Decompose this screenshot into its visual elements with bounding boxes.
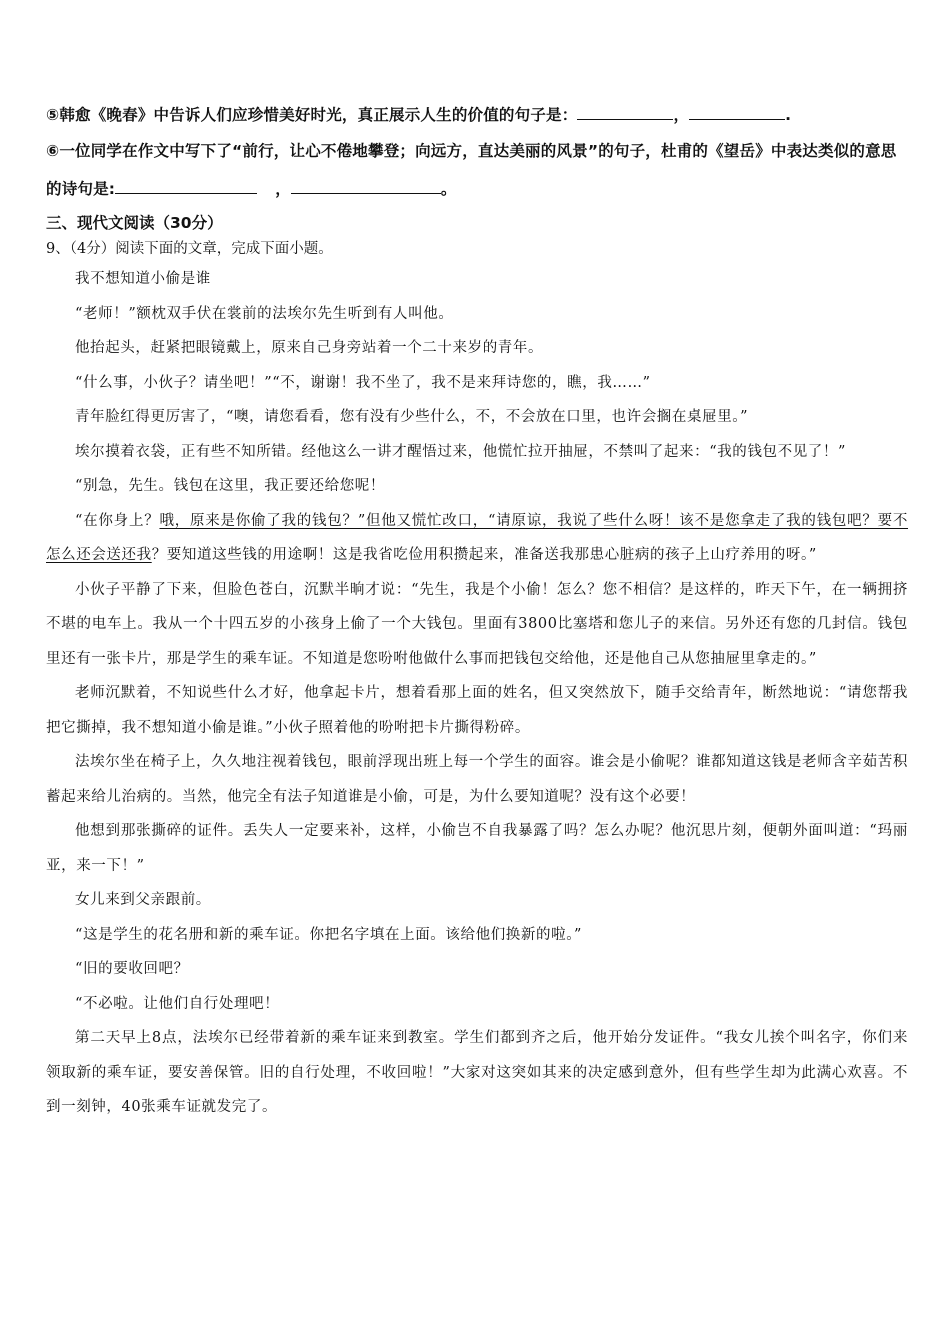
article-paragraph: 法埃尔坐在椅子上，久久地注视着钱包，眼前浮现出班上每一个学生的面容。谁会是小偷呢？谁都知道这钱是老师含辛茹苦积蓄起来给儿治病的。当然，他完全有法子知道谁是小偷，可是，为什么要知道呢？没有这个必要！ (46, 754, 908, 805)
question-5-sep: ， (673, 106, 690, 124)
question-6-end: 。 (440, 180, 457, 198)
answer-blank-5a[interactable] (577, 101, 673, 120)
question-5 (46, 98, 908, 132)
underlined-sentence: 哦，原来是你偷了我的钱包？”但他又慌忙改口，“请原谅，我说了些什么呀！该不是您拿走了我的钱包吧？要不怎么还会送还我 (46, 512, 909, 563)
section-title: 三、现代文阅读（30分） (46, 214, 223, 232)
article-paragraph: 他抬起头，赶紧把眼镜戴上，原来自己身旁站着一个二十来岁的青年。 (75, 340, 544, 356)
answer-blank-6a[interactable] (115, 175, 257, 194)
article-paragraph: “什么事，小伙子？请坐吧！”“不，谢谢！我不坐了，我不是来拜诗您的，瞧，我……” (75, 374, 651, 391)
article-paragraph: “不必啦。让他们自行处理吧！ (75, 995, 280, 1012)
article-paragraph: 老师沉默着，不知说些什么才好，他拿起卡片，想着看那上面的姓名，但又突然放下，随手交给青年，断然地说：“请您帮我把它撕掉，我不想知道小偷是谁。”小伙子照着他的吩咐把卡片撕得粉碎。 (46, 685, 908, 736)
article-paragraph: “旧的要收回吧？ (75, 961, 189, 977)
article-paragraph-underlined (46, 504, 908, 573)
answer-blank-6b[interactable] (291, 175, 441, 194)
article-paragraph: “别急，先生。钱包在这里，我正要还给您呢！ (75, 478, 386, 494)
question-6-text: ⑥一位同学在作文中写下了“前行，让心不倦地攀登；向远方，直达美丽的风景”的句子，杜甫的《望岳》中表达类似的意思的诗句是: (46, 142, 897, 198)
article-paragraph: 埃尔摸着衣袋，正有些不知所错。经他这么一讲才醒悟过来，他慌忙拉开抽屉，不禁叫了起来：“我的钱包不见了！” (75, 443, 847, 460)
question-5-end: . (785, 106, 792, 124)
article-paragraph: 小伙子平静了下来，但脸色苍白，沉默半晌才说：“先生，我是个小偷！怎么？您不相信？是这样的，昨天下午，在一辆拥挤不堪的电车上。我从一个十四五岁的小孩身上偷了一个大钱包。里面有3800比塞塔和您儿子的来信。另外还有您的几封信。钱包里还有一张卡片，那是学生的乘车证。不知道是您吩咐他做什么事而把钱包交给他，还是他自己从您抽屉里拿走的。” (46, 581, 908, 667)
article-paragraph: 第二天早上8点，法埃尔已经带着新的乘车证来到教室。学生们都到齐之后，他开始分发证件。“我女儿挨个叫名字，你们来领取新的乘车证，要安善保管。旧的自行处理，不收回啦！”大家对这突如其来的决定感到意外，但有些学生却为此满心欢喜。不到一刻钟，40张乘车证就发完了。 (46, 1030, 908, 1115)
p7-lead: “在你身上？ (75, 512, 160, 529)
article-paragraph: 青年脸红得更厉害了，“噢，请您看看，您有没有少些什么，不，不会放在口里，也许会搁在桌屉里。” (75, 409, 749, 425)
p7-tail: ？要知道这些钱的用途啊！这是我省吃俭用积攒起来，准备送我那患心脏病的孩子上山疗养用的呀。” (151, 547, 817, 563)
article-paragraph: 女儿来到父亲跟前。 (75, 892, 211, 908)
question-6-sep: ， (275, 180, 291, 198)
question-6 (46, 132, 908, 208)
article-title: 我不想知道小偷是谁 (75, 271, 211, 287)
question-9-prompt: 9、（4分）阅读下面的文章，完成下面小题。 (46, 241, 333, 257)
question-5-text: ⑤韩愈《晚春》中告诉人们应珍惜美好时光，真正展示人生的价值的句子是： (46, 106, 578, 124)
answer-blank-5b[interactable] (689, 101, 785, 120)
exam-page (46, 98, 908, 1125)
article-paragraph: “老师！”额枕双手伏在裳前的法埃尔先生听到有人叫他。 (75, 305, 454, 322)
article-paragraph: 他想到那张撕碎的证件。丢失人一定要来补，这样，小偷岂不自我暴露了吗？怎么办呢？他沉思片刻，便朝外面叫道：“玛丽亚，来一下！” (46, 823, 908, 874)
article-paragraph: “这是学生的花名册和新的乘车证。你把名字填在上面。该给他们换新的啦。” (75, 926, 583, 943)
